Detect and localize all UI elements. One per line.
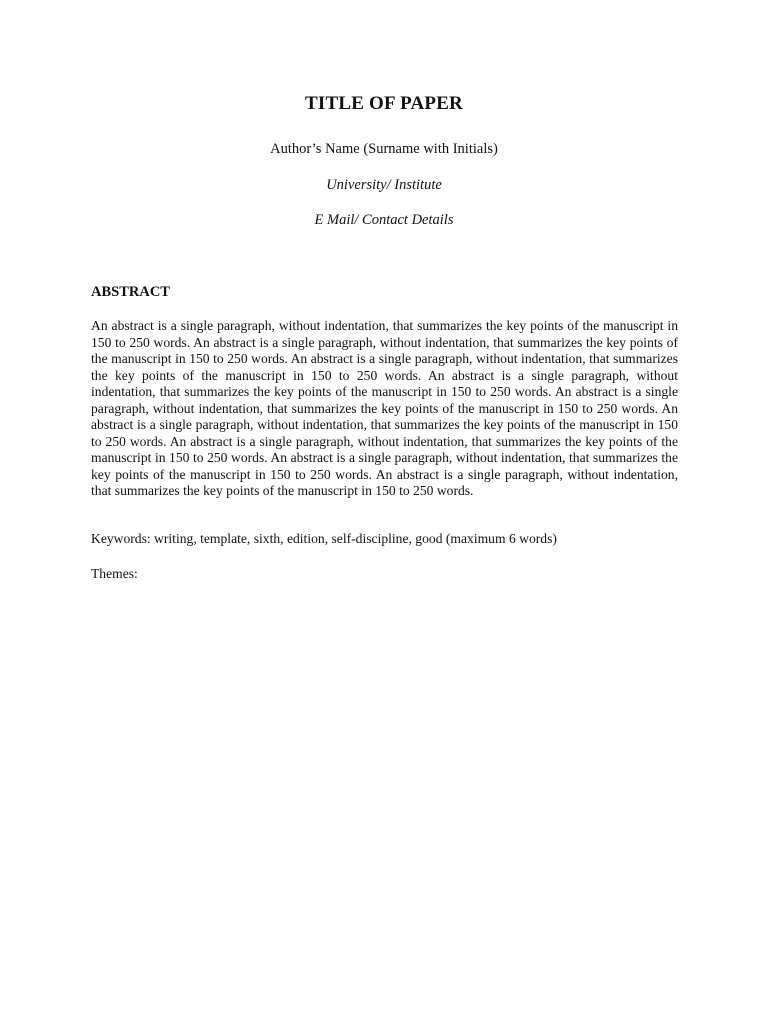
paper-title: TITLE OF PAPER	[305, 93, 463, 114]
author-affiliation: University/ Institute	[326, 177, 442, 193]
author-contact: E Mail/ Contact Details	[314, 212, 454, 228]
themes-line: Themes:	[91, 566, 138, 581]
abstract-body: An abstract is a single paragraph, without indentation, that summarizes the key points of the manuscript in 150 to 250 words. An abstract is a single paragraph, without indentation, that summarizes the key points of the manuscript in 150 to 250 words. An abstract is a single paragraph, without indentation, that summarizes the key points of the manuscript in 150 to 250 words. An abstract is a single paragraph, without indentation, that summarizes the key points of the manuscript in 150 to 250 words. An abstract is a single paragraph, without indentation, that summarizes the key points of the manuscript in 150 to 250 words. An abstract is a single paragraph, without indentation, that summarizes the key points of the manuscript in 150 to 250 words. An abstract is a single paragraph, without indentation, that summarizes the key points of the manuscript in 150 to 250 words. An abstract is a single paragraph, without indentation, that summarizes the key points of the manuscript in 150 to 250 words. An abstract is a single paragraph, without indentation, that summarizes the key points of the manuscript in 150 to 250 words.	[91, 318, 678, 498]
abstract-heading: ABSTRACT	[91, 284, 170, 300]
author-name: Author’s Name (Surname with Initials)	[270, 141, 498, 157]
keywords-line: Keywords: writing, template, sixth, edition, self-discipline, good (maximum 6 words)	[91, 531, 557, 546]
